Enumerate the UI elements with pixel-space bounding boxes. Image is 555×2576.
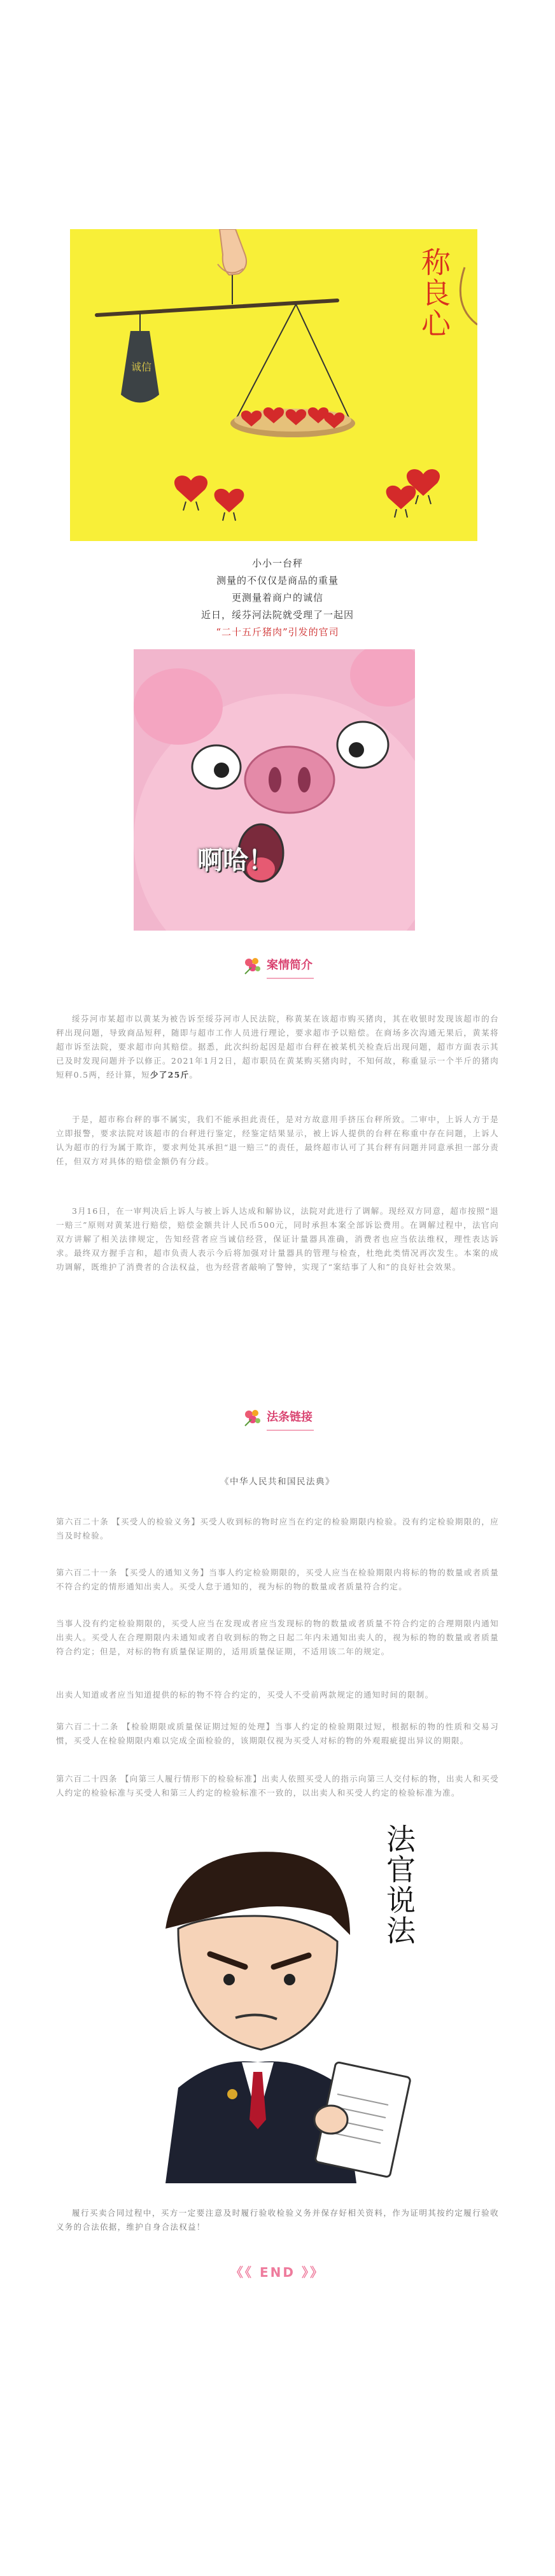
hero-title: 称良心 xyxy=(417,247,451,339)
case-paragraph: 绥芬河市某超市以黄某为被告诉至绥芬河市人民法院，称黄某在该超市购买猪肉，其在收银时发现该超市的台秤出现问题，导致商品短秤，随即与超市工作人员进行理论，要求超市予以赔偿。在商场多次沟通无果后，黄某将超市诉至法院，要求超市向其赔偿。据悉，此次纠纷起因是超市台秤在被某机关检查后出现问题，超市方面表示其已及时发现问题并予以修正。2021年1月2日，超市职员在黄某购买猪肉时，不知何故，称重显示一个半斤的猪肉短秤0.5两，经计算，短少了25斤。 xyxy=(56,1014,499,1080)
law-article: 出卖人知道或者应当知道提供的标的物不符合约定的，买受人不受前两款规定的通知时间的限制。 xyxy=(56,1690,434,1700)
closing-paragraph: 履行买卖合同过程中，买方一定要注意及时履行验收检验义务并保存好相关资料，作为证明其按约定履行验收义务的合法依据，维护自身合法权益！ xyxy=(56,2208,499,2232)
section-header-law xyxy=(0,1408,555,1433)
intro-line-highlight: “二十五斤猪肉”引发的官司 xyxy=(216,626,339,638)
law-article: 第六百二十条 【买受人的检验义务】买受人收到标的物时应当在约定的检验期限内检验。没有约定检验期限的，应当及时检验。 xyxy=(56,1517,499,1540)
flower-icon xyxy=(241,955,263,976)
law-article: 当事人没有约定检验期限的，买受人应当在发现或者应当发现标的物的数量或者质量不符合约定的合理期限内通知出卖人。买受人在合理期限内未通知或者自收到标的物之日起二年内未通知出卖人的，视为标的物的数量或者质量符合约定；但是，对标的物有质量保证期的，适用质量保证期，不适用该二年的规定。 xyxy=(56,1619,499,1656)
left-arrows-icon: 《《 xyxy=(230,2265,260,2280)
hero-illustration xyxy=(70,229,477,541)
end-text: END xyxy=(259,2265,295,2280)
svg-text:诚信: 诚信 xyxy=(130,361,152,373)
pig-caption: 啊哈！ xyxy=(197,846,274,875)
case-paragraph: 于是，超市称台秤的事不属实，我们不能承担此责任，是对方故意用手挤压台秤所致。二审中，上诉人方于是立即报警，要求法院对该超市的台秤进行鉴定，经鉴定结果显示，被上诉人提供的台秤在称重中存在问题，上诉人认为超市的行为属于欺诈，要求判处其承担“退一赔三”的责任，最终超市认可了其台秤有问题并同意承担一部分责任，但双方对具体的赔偿金额仍有分歧。 xyxy=(56,1115,499,1166)
end-mark xyxy=(0,2262,555,2281)
law-article: 第六百二十四条 【向第三人履行情形下的检验标准】出卖人依照买受人的指示向第三人交付标的物，出卖人和买受人约定的检验标准与买受人和第三人约定的检验标准不一致的，以出卖人和买受人约定的检验标准为准。 xyxy=(56,1774,499,1798)
right-arrows-icon: 》》 xyxy=(295,2265,325,2280)
pig-illustration xyxy=(134,649,415,931)
law-article: 第六百二十二条 【检验期限或质量保证期过短的处理】当事人约定的检验期限过短，根据标的物的性质和交易习惯，买受人在检验期限内难以完成全面检验的，该期限仅视为买受人对标的物的外观瑕疵提出异议的期限。 xyxy=(56,1722,499,1745)
law-article: 第六百二十一条 【买受人的通知义务】当事人约定检验期限的，买受人应当在检验期限内将标的物的数量或者质量不符合约定的情形通知出卖人。买受人怠于通知的，视为标的物的数量或者质量符合约定。 xyxy=(56,1568,499,1591)
pig-meme-image xyxy=(134,649,415,931)
section-header-case xyxy=(0,956,555,982)
intro-line: 更测量着商户的诚信 xyxy=(231,592,323,603)
case-highlight: 少了25斤 xyxy=(150,1070,190,1080)
section-title: 法条链接 xyxy=(267,1411,313,1424)
intro-lines xyxy=(0,555,555,641)
judge-illustration xyxy=(140,1820,420,2183)
intro-line: 测量的不仅仅是商品的重量 xyxy=(216,575,339,586)
intro-line: 近日，绥芬河法院就受理了一起因 xyxy=(200,609,354,621)
judge-label: 法官说法 xyxy=(382,1824,416,1946)
intro-line: 小小一台秤 xyxy=(251,558,303,569)
case-paragraph: 3月16日，在一审判决后上诉人与被上诉人达成和解协议，法院对此进行了调解。现经双方同意，超市按照“退一赔三”原则对黄某进行赔偿，赔偿金额共计人民币500元，同时承担本案全部诉讼费用。在调解过程中，法官向双方讲解了相关法律规定，告知经营者应当诚信经营，保证计量器具准确，消费者也应当依法维权，理性表达诉求。最终双方握手言和，超市负责人表示今后将加强对计量器具的管理与检查，杜绝此类情况再次发生。本案的成功调解，既维护了消费者的合法权益，也为经营者敲响了警钟，实现了“案结事了人和”的良好社会效果。 xyxy=(56,1206,499,1272)
flower-icon xyxy=(241,1407,263,1428)
section-title: 案情简介 xyxy=(267,959,313,972)
law-title: 《中华人民共和国民法典》 xyxy=(220,1477,335,1487)
